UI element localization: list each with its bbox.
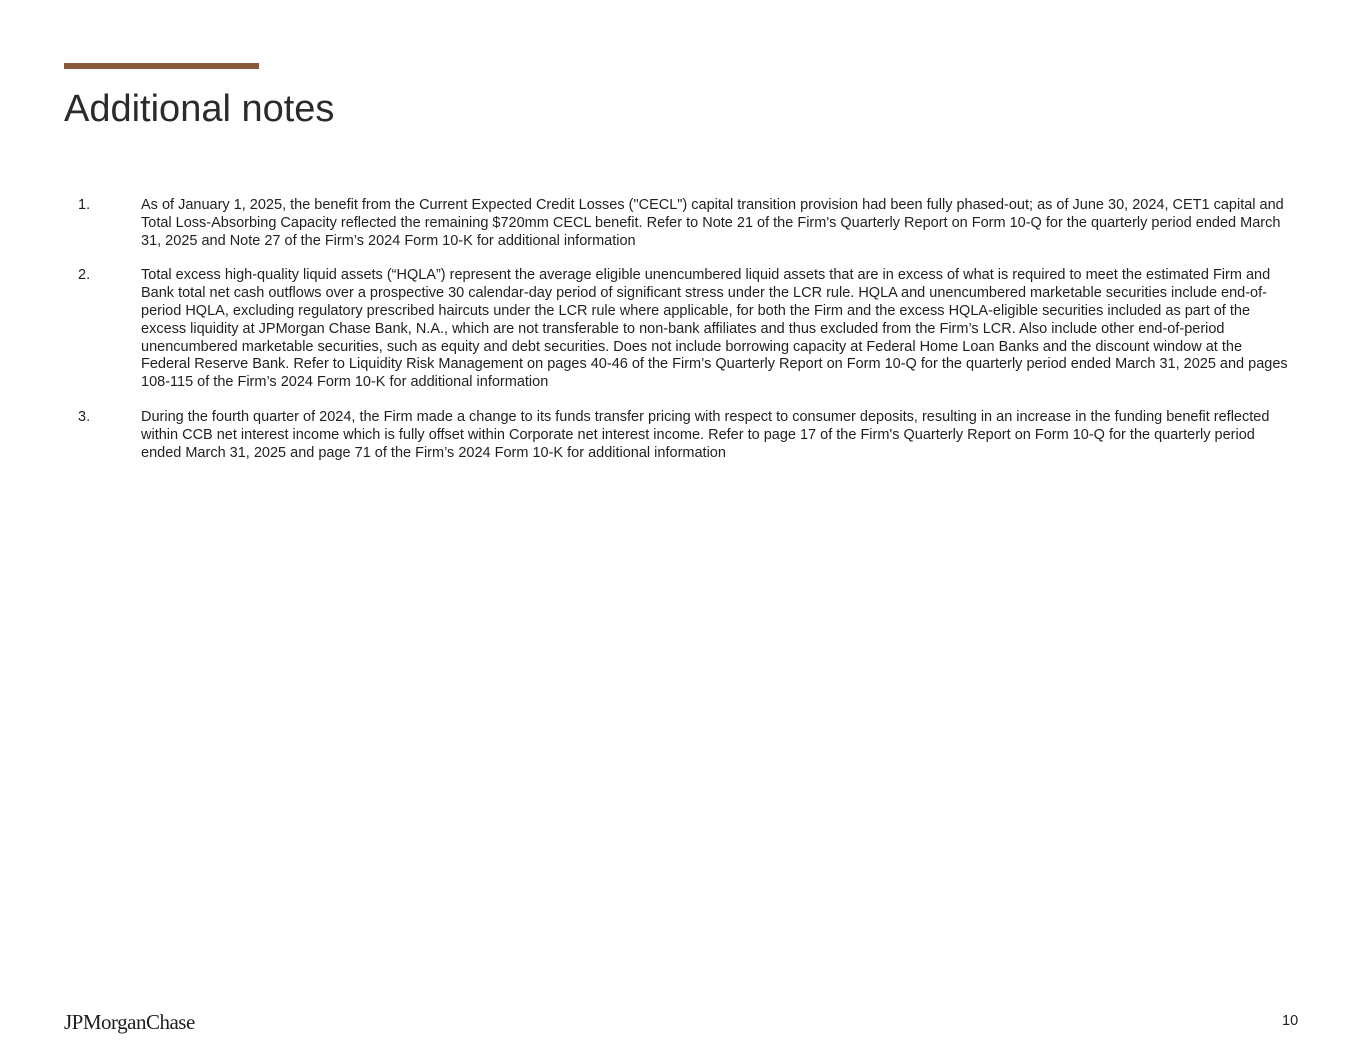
notes-list: [78, 197, 1290, 479]
title-accent-bar: [64, 63, 259, 69]
note-number: 3.: [78, 408, 91, 425]
note-text: During the fourth quarter of 2024, the Firm made a change to its funds transfer pricing with respect to consumer deposits, resulting in an increase in the funding benefit reflected within CCB net interest income which is fully offset within Corporate net interest income. Refer to page 17 of the Firm's Quarterly Report on Form 10-Q for the quarterly period ended March 31, 2025 and page 71 of the Firm’s 2024 Form 10-K for additional information: [141, 408, 1270, 461]
page-title: Additional notes: [64, 88, 335, 130]
note-text: As of January 1, 2025, the benefit from the Current Expected Credit Losses ("CECL") capital transition provision had been fully phased-out; as of June 30, 2024, CET1 capital and Total Loss-Absorbing Capacity reflected the remaining $720mm CECL benefit. Refer to Note 21 of the Firm's Quarterly Report on Form 10-Q for the quarterly period ended March 31, 2025 and Note 27 of the Firm’s 2024 Form 10-K for additional information: [141, 197, 1284, 249]
note-number: 1.: [78, 197, 91, 213]
note-item-2: [78, 267, 1290, 392]
note-item-1: [78, 197, 1290, 250]
jpmorganchase-logo: JPMorganChase: [64, 1010, 195, 1034]
note-text: Total excess high-quality liquid assets (“HQLA”) represent the average eligible unencumbered liquid assets that are in excess of what is required to meet the estimated Firm and Bank total net cash outflows over a prospective 30 calendar-day period of significant stress under the LCR rule. HQLA and unencumbered marketable securities include end-of-period HQLA, excluding regulatory prescribed haircuts under the LCR rule where applicable, for both the Firm and the excess HQLA-eligible securities included as part of the excess liquidity at JPMorgan Chase Bank, N.A., which are not transferable to non-bank affiliates and thus excluded from the Firm’s LCR. Also include other end-of-period unencumbered marketable securities, such as equity and debt securities. Does not include borrowing capacity at Federal Home Loan Banks and the discount window at the Federal Reserve Bank. Refer to Liquidity Risk Management on pages 40-46 of the Firm’s Quarterly Report on Form 10-Q for the quarterly period ended March 31, 2025 and pages 108-115 of the Firm’s 2024 Form 10-K for additional information: [141, 267, 1288, 391]
note-item-3: [78, 409, 1290, 462]
note-number: 2.: [78, 267, 91, 284]
page-number: 10: [1282, 1013, 1299, 1029]
